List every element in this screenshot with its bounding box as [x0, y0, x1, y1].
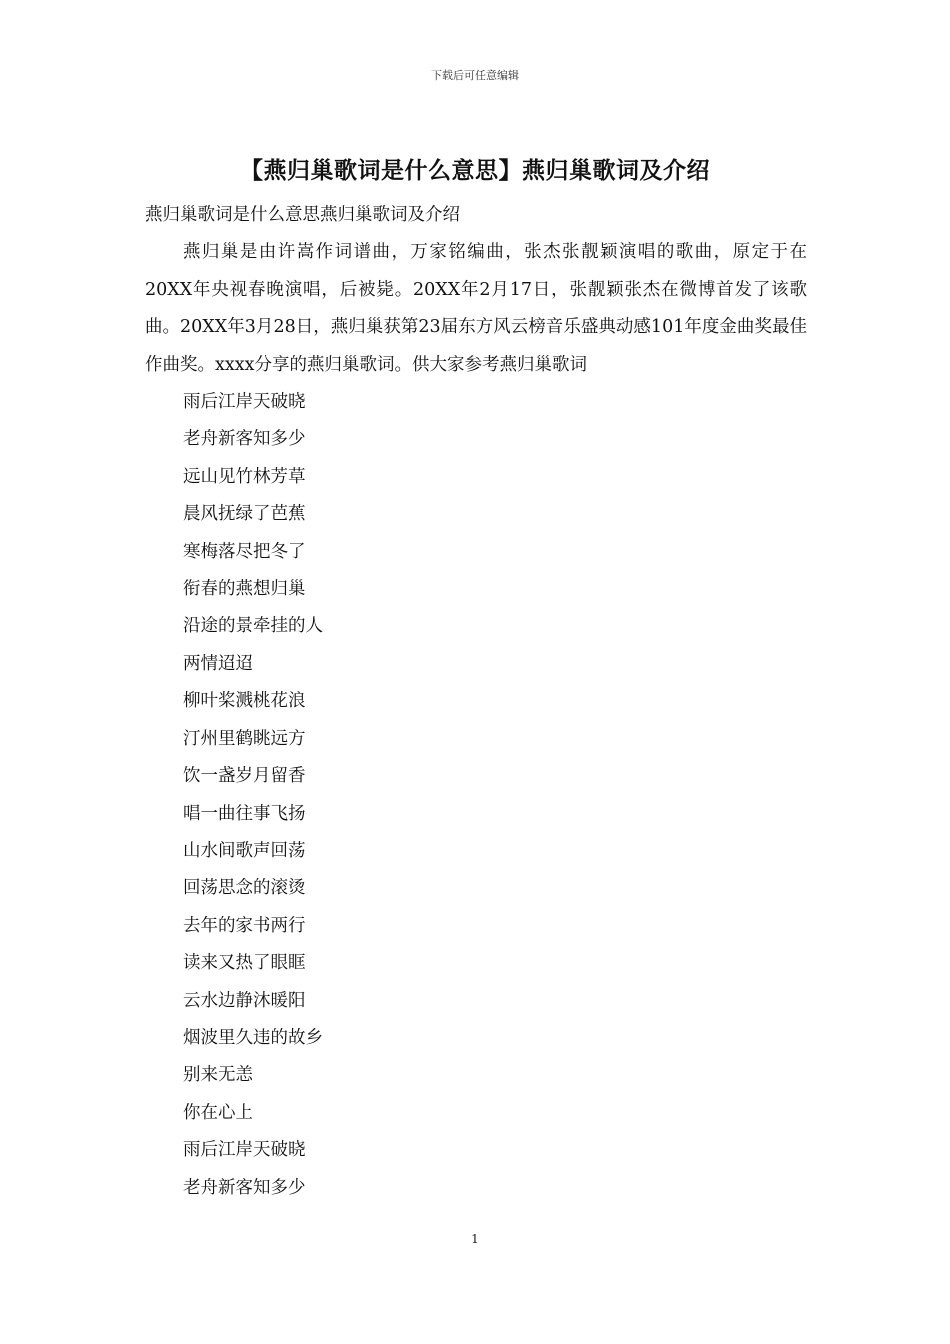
document-body — [145, 197, 807, 1207]
lyric-line: 唱一曲往事飞扬 — [183, 803, 306, 824]
lyric-line: 衔春的燕想归巢 — [183, 579, 306, 600]
lyric-line: 晨风抚绿了芭蕉 — [183, 504, 306, 525]
document-title: 【燕归巢歌词是什么意思】燕归巢歌词及介绍 — [240, 157, 710, 184]
lyric-line: 远山见竹林芳草 — [183, 466, 306, 487]
lyric-line: 两情迢迢 — [183, 653, 253, 674]
lyric-line: 云水边静沐暖阳 — [183, 990, 306, 1011]
lyric-line: 雨后江岸天破晓 — [183, 1140, 306, 1161]
lyric-line: 雨后江岸天破晓 — [183, 392, 306, 413]
lyric-line: 寒梅落尽把冬了 — [183, 541, 306, 562]
lyric-line: 去年的家书两行 — [183, 915, 306, 936]
lyric-line: 读来又热了眼眶 — [183, 953, 306, 974]
page-number: 1 — [471, 1232, 479, 1246]
intro-paragraph: 燕归巢是由许嵩作词谱曲，万家铭编曲，张杰张靓颖演唱的歌曲，原定于在20XX年央视春晚演唱，后被毙。20XX年2月17日，张靓颖张杰在微博首发了该歌曲。20XX年3月28日，燕归巢获第23届东方风云榜音乐盛典动感101年度金曲奖最佳作曲奖。xxxx分享的燕归巢歌词。供大家参考燕归巢歌词 — [145, 242, 807, 375]
lyric-line: 老舟新客知多少 — [183, 429, 306, 450]
lyric-line: 山水间歌声回荡 — [183, 840, 306, 861]
lyrics-list — [145, 384, 807, 1207]
lyric-line: 别来无恙 — [183, 1065, 253, 1086]
lyric-line: 沿途的景牵挂的人 — [183, 616, 323, 637]
lyric-line: 你在心上 — [183, 1102, 253, 1123]
lyric-line: 烟波里久违的故乡 — [183, 1027, 323, 1048]
lyric-line: 柳叶桨溅桃花浪 — [183, 691, 306, 712]
header-note: 下载后可任意编辑 — [431, 69, 519, 82]
lyric-line: 回荡思念的滚烫 — [183, 878, 306, 899]
document-subtitle: 燕归巢歌词是什么意思燕归巢歌词及介绍 — [145, 205, 460, 225]
lyric-line: 汀州里鹤眺远方 — [183, 728, 306, 749]
lyric-line: 老舟新客知多少 — [183, 1177, 306, 1198]
lyric-line: 饮一盏岁月留香 — [183, 766, 306, 787]
